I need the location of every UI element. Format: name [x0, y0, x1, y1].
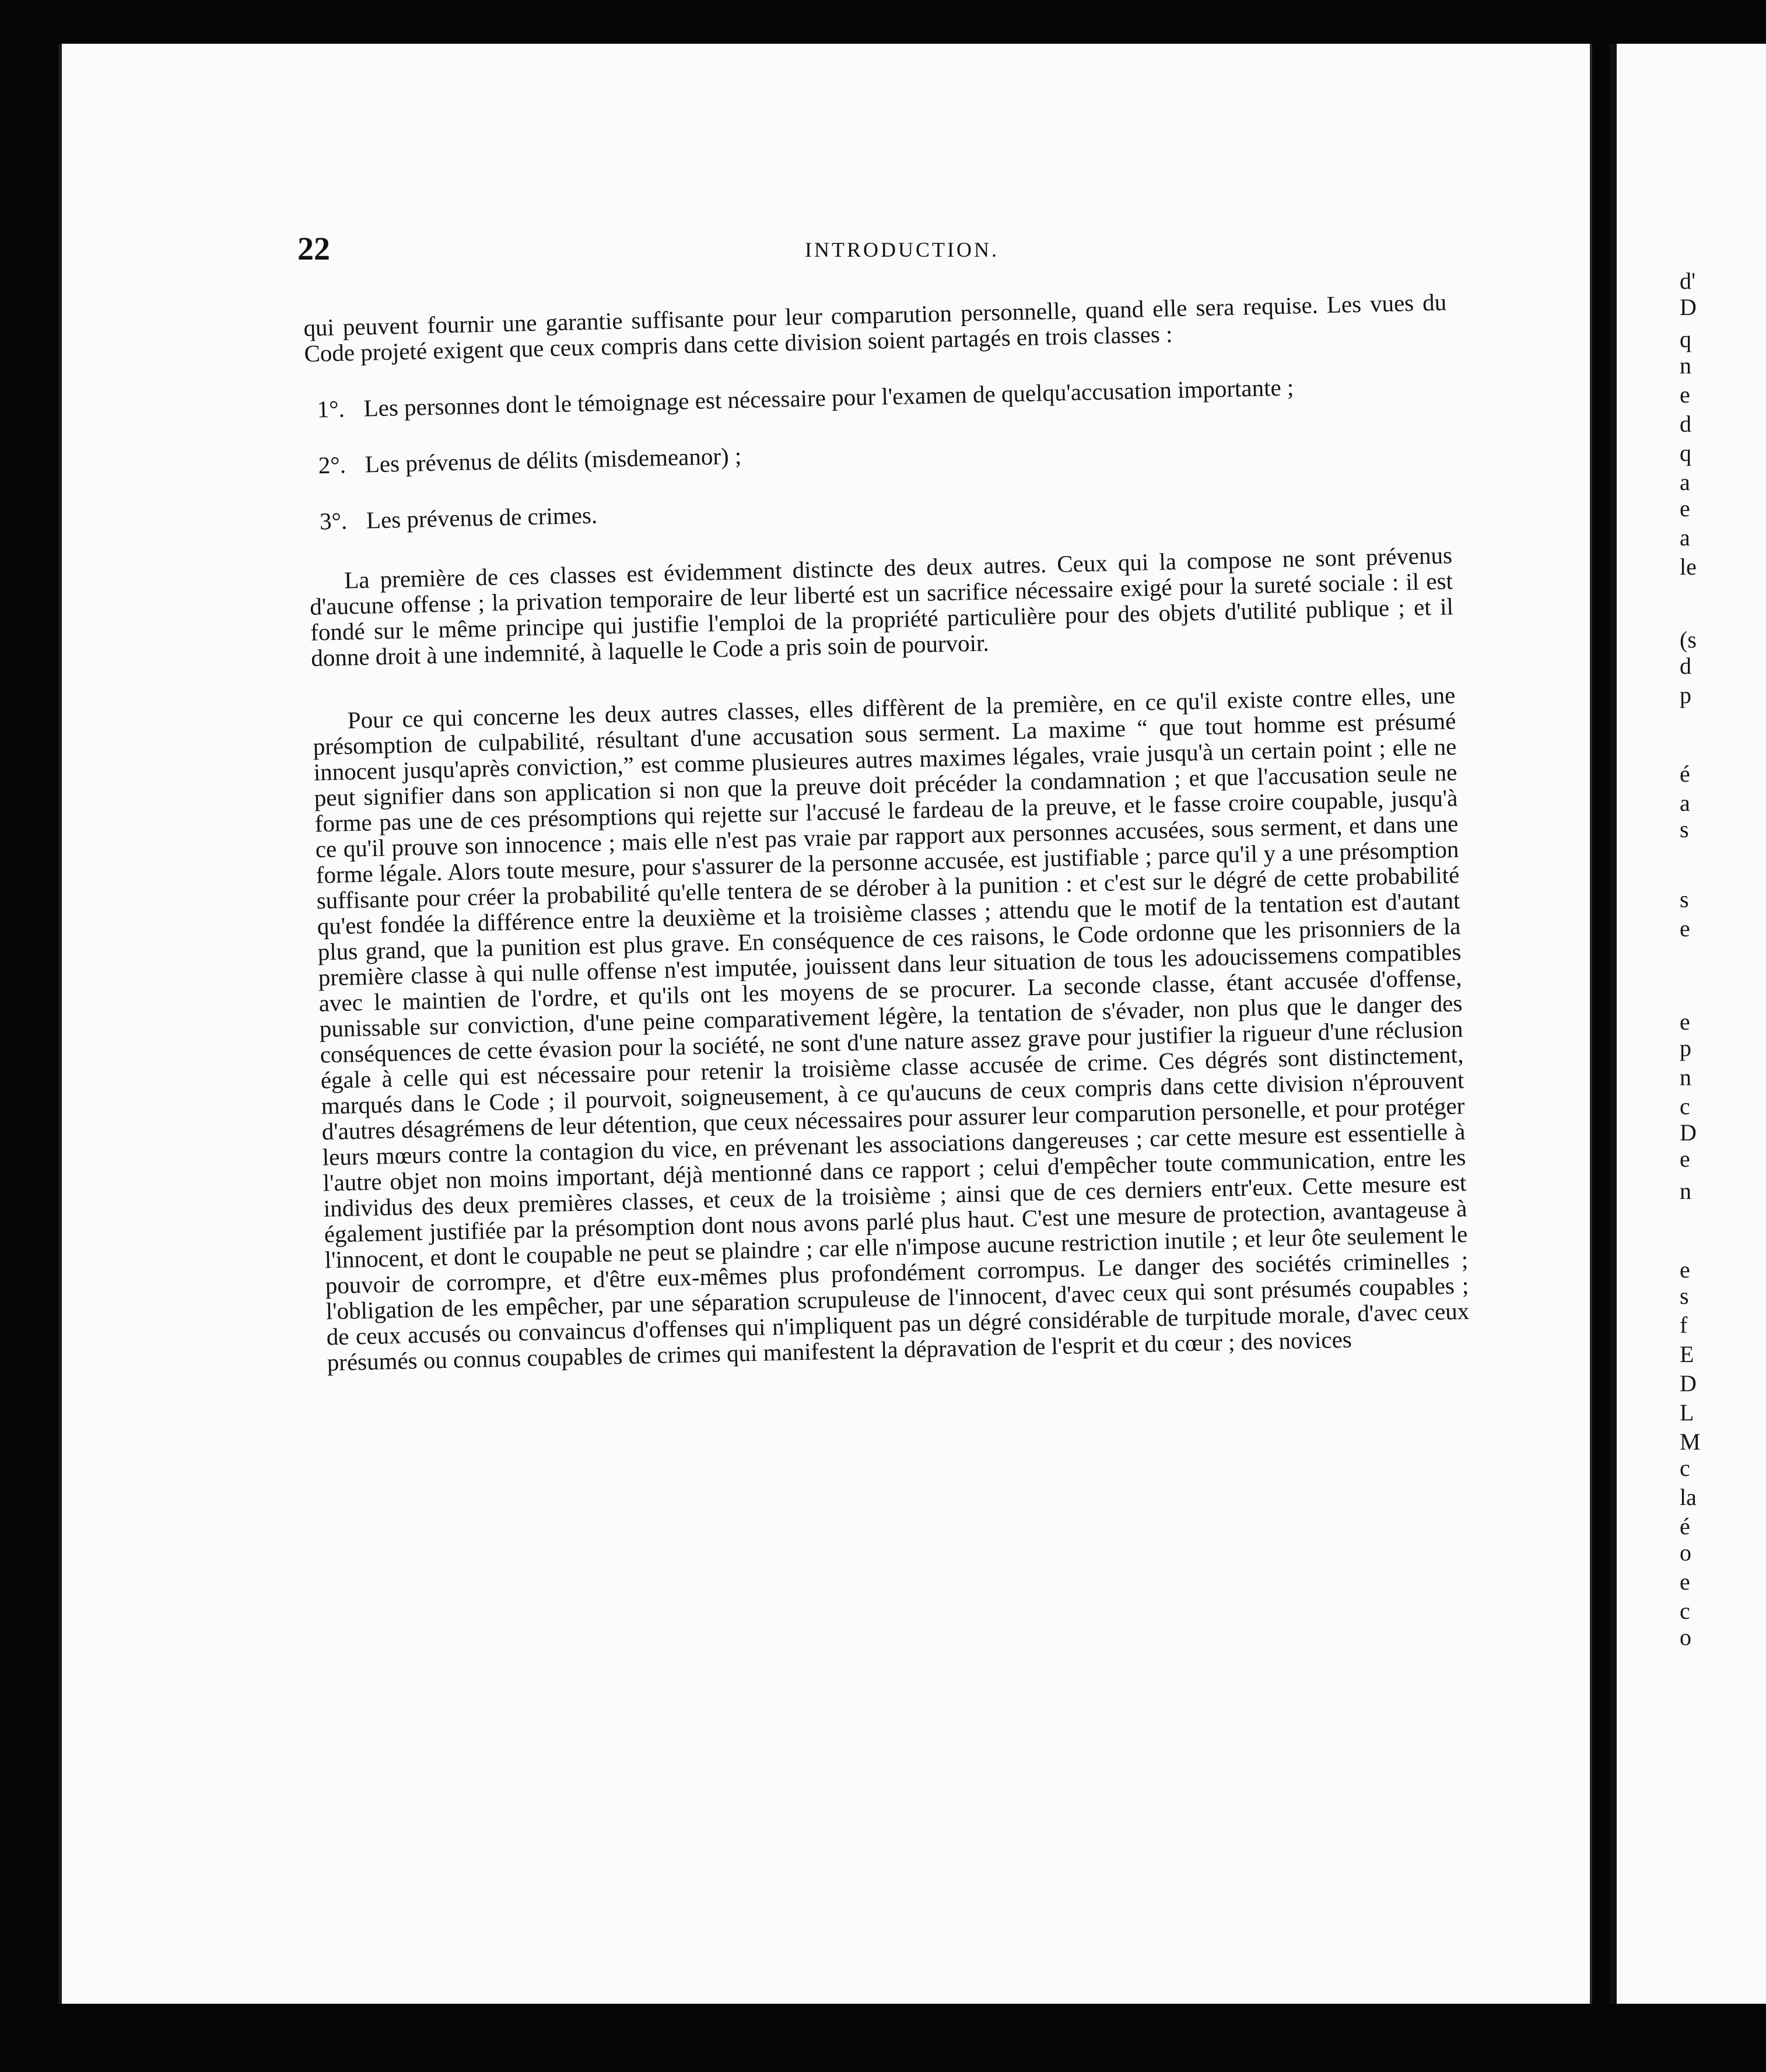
- paragraph-first-class: La première de ces classes est évidemment distincte des deux autres. Ceux qui la compose ne sont prévenus d'aucune offense ; la privation temporaire de leur liberté est un sacrifice nécessaire exigé pour la sureté sociale : il est fondé sur le même principe qui justifie l'emploi de la propriété particulière pour des objets d'utilité publique ; et il donne droit à une indemnité, à laquelle le Code a pris soin de pourvoir.: [309, 541, 1454, 671]
- facing-page-fragment: e: [1680, 1256, 1690, 1283]
- facing-page-fragment: d: [1680, 653, 1691, 679]
- page-body: [303, 289, 1470, 1376]
- facing-page-fragment: D: [1680, 294, 1697, 320]
- facing-page-fragment: q: [1680, 326, 1691, 352]
- list-text: Les personnes dont le témoignage est nécessaire pour l'examen de quelqu'accusation importante ;: [363, 373, 1294, 422]
- facing-page-fragment: (s: [1680, 626, 1697, 653]
- list-item: [305, 370, 1448, 422]
- paragraph-other-classes: Pour ce qui concerne les deux autres classes, elles diffèrent de la première, en ce qu'il existe contre elles, une présomption de culpabilité, résultant d'une accusation sous serment. La maxime “ que tout homme est présumé innocent jusqu'après conviction,” est comme plusieures autres maximes légales, vraie jusqu'à un certain point ; elle ne peut signifier dans son application si non que la preuve doit précéder la condamnation ; et que l'accusation seule ne forme pas une de ces présomptions qui rejette sur l'accusé le fardeau de la preuve, et le fasse croire coupable, jusqu'à ce qu'il prouve son innocence ; mais elle n'est pas vraie par rapport aux personnes accusées, sous serment, et dans une forme légale. Alors toute mesure, pour s'assurer de la personne accusée, est justifiable ; parce qu'il y a une présomption suffisante pour créer la probabilité qu'elle tentera de se dérober à la punition : et c'est sur le dégré de cette probabilité qu'est fondée la différence entre la deuxième et la troisième classes ; attendu que le motif de la tentation est d'autant plus grand, que la punition est plus grave. En conséquence de ces raisons, le Code ordonne que les prisonniers de la première classe à qui nulle offense n'est imputée, jouissent dans leur situation de tous les adoucissemens compatibles avec le maintien de l'ordre, et qu'ils ont les moyens de se procurer. La seconde classe, étant accusée d'offense, punissable sur conviction, d'une peine comparativement légère, la tentation de s'évader, non plus que le danger des conséquences de cette évasion pour la société, ne sont d'une nature assez grave pour justifier la rigueur d'une réclusion égale à celle qui est nécessaire pour retenir la troisième classe accusée de crime. Ces dégrés sont distinctement, marqués dans le Code ; il pourvoit, soigneusement, à ce qu'aucuns de ceux compris dans cette division n'éprouvent d'autres désagrémens de leur détention, que ceux nécessaires pour assurer leur comparution personelle, et pour protéger leurs mœurs contre la contagion du vice, en prévenant les associations dangereuses ; car cette mesure est essentielle à l'autre objet non moins important, déjà mentionné dans ce rapport ; celui d'empêcher toute communication, entre les individus des deux premières classes, et ceux de la troisième ; ainsi que de ces derniers entr'eux. Cette mesure est également justifiée par la présomption dont nous avons parlé plus haut. C'est une mesure de protection, avantageuse à l'innocent, et dont le coupable ne peut se plaindre ; car elle n'impose aucune restriction inutile ; et leur ôte seulement le pouvoir de corrompre, et d'être eux-mêmes plus profondément corrompus. Le danger des sociétés criminelles ; l'obligation de les empêcher, par une séparation scrupuleuse de l'innocent, d'avec ceux qui sont présumés coupables ; de ceux accusés ou convaincus d'offenses qui n'impliquent pas un dégré considérable de turpitude morale, d'avec ceux présumés ou connus coupables de crimes qui manifestent la dépravation de l'esprit et du cœur ; des novices: [313, 681, 1470, 1376]
- facing-page-fragment: e: [1680, 495, 1690, 522]
- facing-page-fragment: le: [1680, 554, 1697, 580]
- facing-page-fragment: e: [1680, 915, 1690, 942]
- facing-page-fragment: D: [1680, 1370, 1697, 1396]
- facing-page-fragment: d: [1680, 411, 1691, 437]
- list-number: 1°.: [317, 395, 345, 423]
- facing-page-fragment: é: [1680, 1513, 1690, 1539]
- list-number: 3°.: [319, 507, 348, 535]
- facing-page-fragment: s: [1680, 1283, 1689, 1309]
- facing-page-fragment: a: [1680, 524, 1690, 551]
- running-head: INTRODUCTION.: [805, 238, 999, 261]
- facing-page-fragment: d': [1680, 268, 1696, 294]
- facing-page-fragment: e: [1680, 382, 1690, 408]
- facing-page-fragment: s: [1680, 886, 1689, 912]
- facing-page-fragment: p: [1680, 682, 1691, 708]
- list-item: [308, 482, 1451, 534]
- facing-page-fragment: q: [1680, 440, 1691, 466]
- list-number: 2°.: [318, 451, 346, 479]
- facing-page-fragment: o: [1680, 1624, 1691, 1650]
- facing-page-fragment: c: [1680, 1598, 1690, 1624]
- facing-page-fragment: e: [1680, 1009, 1690, 1035]
- facing-page-fragment: c: [1680, 1455, 1690, 1481]
- facing-page-fragment: L: [1680, 1399, 1694, 1426]
- facing-page-fragment: p: [1680, 1035, 1691, 1061]
- facing-page-fragment: D: [1680, 1119, 1697, 1146]
- facing-page-fragment: n: [1680, 1064, 1691, 1090]
- facing-page-fragment: n: [1680, 1178, 1691, 1204]
- facing-page-fragment: M: [1680, 1429, 1701, 1455]
- list-text: Les prévenus de crimes.: [366, 501, 598, 534]
- facing-page-fragment: o: [1680, 1539, 1691, 1566]
- list-item: [306, 426, 1449, 478]
- facing-page-fragment: n: [1680, 352, 1691, 379]
- facing-page-fragment: e: [1680, 1146, 1690, 1172]
- facing-page-fragment: c: [1680, 1093, 1690, 1119]
- facing-page-fragment: a: [1680, 469, 1690, 495]
- list-text: Les prévenus de délits (misdemeanor) ;: [365, 442, 742, 478]
- page-number: 22: [297, 231, 330, 267]
- facing-page-fragment: e: [1680, 1569, 1690, 1595]
- facing-page-fragment: é: [1680, 761, 1690, 787]
- facing-page-fragment: a: [1680, 790, 1690, 816]
- facing-page-fragment: s: [1680, 816, 1689, 842]
- paragraph-intro: qui peuvent fournir une garantie suffisante pour leur comparution personnelle, quand elle sera requise. Les vues du Code projeté exigent que ceux compris dans cette division soient partagés en trois classes :: [303, 288, 1447, 367]
- facing-page-text: [1680, 251, 1761, 1709]
- facing-page-fragment: E: [1680, 1341, 1694, 1367]
- facing-page-fragment: f: [1680, 1312, 1688, 1338]
- facing-page-fragment: la: [1680, 1484, 1697, 1510]
